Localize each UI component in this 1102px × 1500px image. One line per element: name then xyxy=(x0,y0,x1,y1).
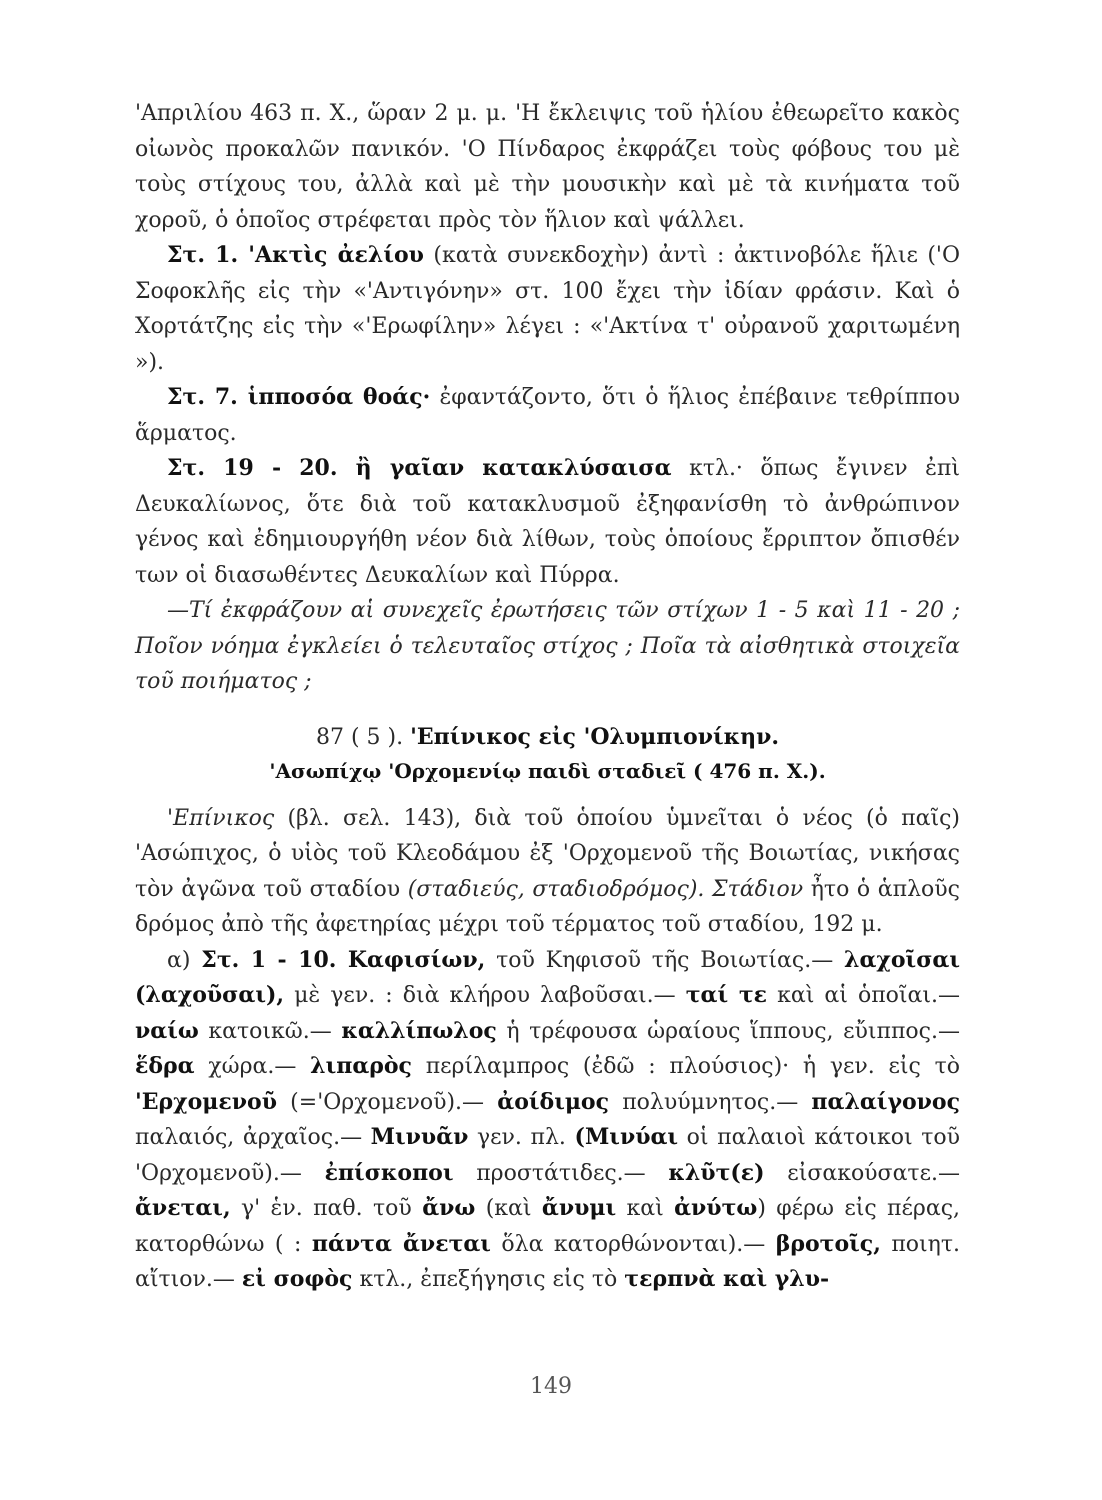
commentary-gloss: α) xyxy=(167,947,202,973)
commentary-lemma: λιπαρὸς xyxy=(310,1053,412,1079)
paragraph-eclipse xyxy=(135,96,960,238)
commentary-gloss: ) φέρω εἰς πέρας, κατορθώνω ( : xyxy=(135,1196,961,1257)
commentary-gloss: μὲ γεν. : διὰ κλήρου λαβοῦσαι.— xyxy=(284,983,686,1008)
commentary-gloss: προστάτιδες.— xyxy=(453,1160,669,1186)
commentary-gloss: οἱ παλαιοὶ κάτοικοι τοῦ 'Ορχομενοῦ).— xyxy=(135,1125,960,1186)
commentary-lemma: (Μινύαι xyxy=(574,1124,679,1150)
poem-subheading xyxy=(135,755,960,787)
commentary-lemma: ἄνυμι xyxy=(541,1195,617,1221)
poem-title: 'Επίνικος εἰς 'Ολυμπιονίκην. xyxy=(410,723,780,750)
intro-text-2: ἦτο ὁ ἁπλοῦς δρόμος ἀπὸ τῆς ἀφετηρίας μέχρι τοῦ τέρματος τοῦ σταδίου, 192 μ. xyxy=(135,876,960,937)
commentary-lemma: τερπνὰ καὶ γλυ- xyxy=(624,1266,830,1292)
note-line-7 xyxy=(135,380,960,451)
commentary-gloss: παλαιός, ἀρχαῖος.— xyxy=(135,1125,371,1150)
commentary-gloss: γεν. πλ. xyxy=(468,1125,575,1150)
commentary-gloss: ποιητ. αἴτιον.— xyxy=(135,1231,960,1292)
commentary-gloss: (='Ορχομενοῦ).— xyxy=(276,1089,498,1115)
commentary-lemma: πάντα ἄνεται xyxy=(311,1230,491,1257)
commentary-lemma: ἕδρα xyxy=(135,1053,195,1079)
commentary-lemma: Στ. 1 - 10. Καφισίων, xyxy=(201,946,486,973)
commentary-gloss: ὅλα κατορθώνονται).— xyxy=(490,1231,776,1257)
commentary-lemma: παλαίγονος xyxy=(811,1088,960,1115)
page-number: 149 xyxy=(530,1374,572,1399)
note-line-19-20 xyxy=(135,451,960,593)
note-text-line-19-20: κτλ.· ὅπως ἔγινεν ἐπὶ Δευκαλίωνος, ὅτε διὰ τοῦ κατακλυσμοῦ ἐξηφανίσθη τὸ ἀνθρώπινον γένος καὶ ἐδημιουργήθη νέον διὰ λίθων, τοὺς ὁποίους ἔρριπτον ὄπισθέν των οἱ διασωθέντες Δευκαλίων καὶ Πύρρα. xyxy=(135,456,960,588)
commentary-lemma: Μινυᾶν xyxy=(370,1124,469,1150)
intro-italic: (σταδιεύς, σταδιοδρόμος). Στάδιον xyxy=(407,876,804,902)
note-label-line-1: Στ. 1. 'Ακτὶς ἀελίου xyxy=(167,242,424,268)
commentary-lemma: ἀοίδιμος xyxy=(497,1088,610,1115)
note-label-line-7: Στ. 7. ἱπποσόα θοάς· xyxy=(167,384,431,410)
commentary-gloss: κτλ., ἐπεξήγησις εἰς τὸ xyxy=(352,1267,625,1292)
poem-subtitle: 'Ασωπίχῳ 'Ορχομενίῳ παιδὶ σταδιεῖ ( 476 π. Χ.). xyxy=(269,758,826,783)
note-label-line-19-20: Στ. 19 - 20. ἢ γαῖαν κατακλύσαισα xyxy=(167,455,672,481)
study-questions xyxy=(135,593,960,700)
paragraph-eclipse-text: 'Απριλίου 463 π. Χ., ὥραν 2 μ. μ. 'Η ἔκλειψις τοῦ ἡλίου ἐθεωρεῖτο κακὸς οἰωνὸς προκαλῶν πανικόν. 'Ο Πίνδαρος ἐκφράζει τοὺς φόβους του μὲ τοὺς στίχους του, ἀλλὰ καὶ μὲ τὴν μουσικὴν καὶ μὲ τὰ κινήματα τοῦ χοροῦ, ὁ ὁποῖος στρέφεται πρὸς τὸν ἥλιον καὶ ψάλλει. xyxy=(135,101,960,233)
commentary-lemma: κλῦτ(ε) xyxy=(668,1159,765,1186)
commentary-lemma: ἀνύτω xyxy=(674,1195,758,1221)
commentary-lemma: καλλίπωλος xyxy=(341,1017,497,1044)
commentary-lemma: ταί τε xyxy=(685,982,768,1008)
poem-heading xyxy=(135,720,960,755)
commentary-lemma: ναίω xyxy=(135,1017,199,1044)
commentary-lemma: ἄνω xyxy=(422,1195,476,1221)
text-column xyxy=(135,96,960,1298)
note-line-1 xyxy=(135,238,960,380)
commentary-lemma: λαχοῖσαι (λαχοῦσαι), xyxy=(135,946,960,1008)
commentary-gloss: καὶ αἱ ὁποῖαι.— xyxy=(767,983,960,1008)
commentary-lemma: 'Ερχομενοῦ xyxy=(135,1088,277,1115)
commentary-gloss: τοῦ Κηφισοῦ τῆς Βοιωτίας.— xyxy=(485,947,845,973)
commentary-gloss: κατοικῶ.— xyxy=(198,1018,342,1044)
commentary-lemma: ἄνεται, xyxy=(135,1195,231,1221)
poem-number: 87 ( 5 ). xyxy=(315,724,404,750)
study-questions-text: —Τί ἐκφράζουν αἱ συνεχεῖς ἐρωτήσεις τῶν στίχων 1 - 5 καὶ 11 - 20 ; Ποῖον νόημα ἐγκλείει ὁ τελευταῖος στίχος ; Ποῖα τὰ αἰσθητικὰ στοιχεῖα τοῦ ποιήματος ; xyxy=(135,598,960,694)
note-text-line-7: ἐφαντάζοντο, ὅτι ὁ ἥλιος ἐπέβαινε τεθρίππου ἅρματος. xyxy=(135,385,960,446)
intro-lead: 'Επίνικος xyxy=(167,805,275,831)
commentary-gloss: εἰσακούσατε.— xyxy=(764,1160,960,1186)
note-text-line-1: (κατὰ συνεκδοχὴν) ἀντὶ : ἀκτινοβόλε ἥλιε ('Ο Σοφοκλῆς εἰς τὴν «'Αντιγόνην» στ. 100 ἔχει τὴν ἰδίαν φράσιν. Καὶ ὁ Χορτάτζης εἰς τὴν «'Ερωφίλην» λέγει : «'Ακτίνα τ' οὐρανοῦ χαριτωμένη »). xyxy=(135,243,960,375)
commentary-gloss: πολυύμνητος.— xyxy=(609,1089,812,1115)
commentary-lemma: εἰ σοφὸς xyxy=(241,1266,353,1292)
intro-paragraph xyxy=(135,801,960,943)
commentary-gloss: ἡ τρέφουσα ὡραίους ἵππους, εὔιππος.— xyxy=(496,1018,960,1044)
commentary-gloss: χώρα.— xyxy=(194,1054,311,1079)
commentary-lemma: βροτοῖς, xyxy=(775,1230,881,1257)
commentary-gloss: περίλαμπρος (ἐδῶ : πλούσιος)· ἡ γεν. εἰς τὸ xyxy=(411,1054,960,1079)
commentary-lemma: ἐπίσκοποι xyxy=(324,1159,454,1186)
commentary-gloss: καὶ xyxy=(616,1196,675,1221)
intro-text-1: (βλ. σελ. 143), διὰ τοῦ ὁποίου ὑμνεῖται ὁ νέος (ὁ παῖς) 'Ασώπιχος, ὁ υἱὸς τοῦ Κλεοδάμου ἐξ 'Ορχομενοῦ τῆς Βοιωτίας, νικήσας τὸν ἀγῶνα τοῦ σταδίου xyxy=(135,805,960,902)
commentary-gloss: (καὶ xyxy=(475,1196,542,1221)
commentary-paragraph xyxy=(135,943,960,1298)
commentary-gloss: γ' ἑν. παθ. τοῦ xyxy=(230,1196,423,1221)
